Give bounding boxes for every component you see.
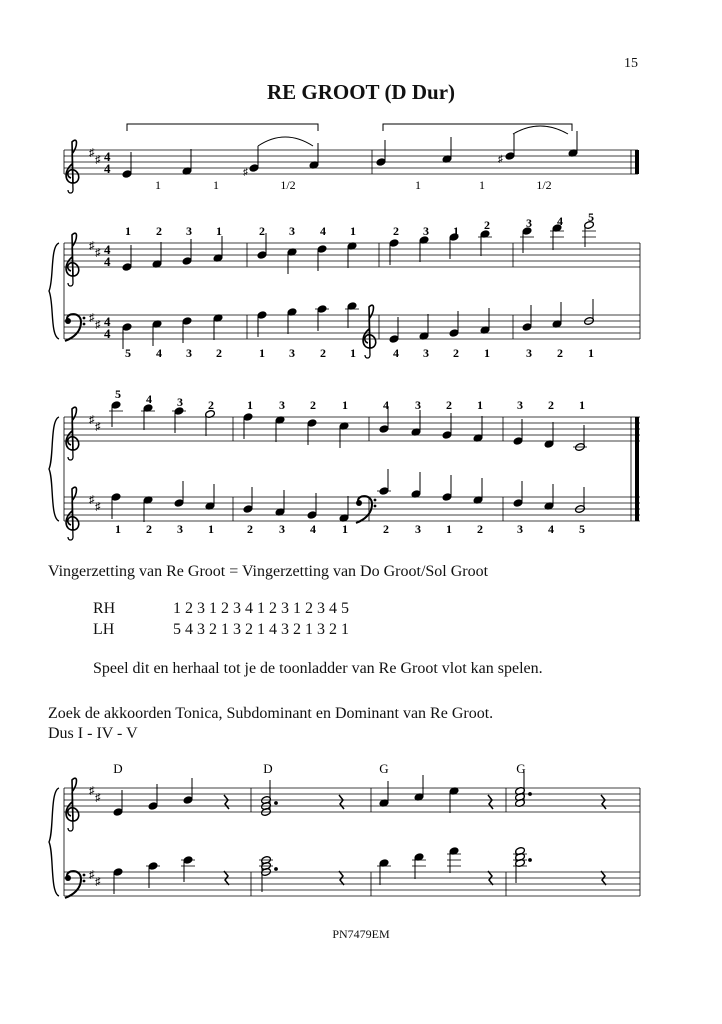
scale-lh-fingering-2 bbox=[115, 522, 585, 536]
svg-text:♯: ♯ bbox=[95, 501, 101, 513]
scale-system-1 bbox=[49, 210, 640, 360]
svg-text:♯: ♯ bbox=[243, 167, 248, 178]
time-signature: 4 bbox=[104, 149, 111, 164]
svg-text:3: 3 bbox=[423, 346, 429, 360]
rh-label: RH bbox=[93, 600, 116, 617]
svg-text:1: 1 bbox=[216, 224, 222, 238]
svg-text:5: 5 bbox=[125, 346, 131, 360]
svg-text:1: 1 bbox=[453, 224, 459, 238]
svg-text:1: 1 bbox=[213, 178, 219, 192]
practice-instruction: Speel dit en herhaal tot je de toonladder van Re Groot vlot kan spelen. bbox=[93, 660, 543, 677]
svg-text:1: 1 bbox=[415, 178, 421, 192]
svg-text:1: 1 bbox=[350, 224, 356, 238]
svg-text:4: 4 bbox=[156, 346, 162, 360]
svg-text:3: 3 bbox=[186, 224, 192, 238]
svg-text:1: 1 bbox=[350, 346, 356, 360]
svg-text:3: 3 bbox=[423, 224, 429, 238]
svg-text:4: 4 bbox=[104, 161, 111, 176]
svg-text:♯: ♯ bbox=[89, 869, 95, 881]
chords-instruction: Zoek de akkoorden Tonica, Subdominant en Dominant van Re Groot. bbox=[48, 705, 494, 722]
svg-text:4: 4 bbox=[104, 314, 111, 329]
svg-text:G: G bbox=[516, 761, 526, 776]
svg-text:4: 4 bbox=[548, 522, 554, 536]
scale-rh-fingering-2 bbox=[115, 387, 585, 412]
chord-labels bbox=[113, 761, 525, 776]
svg-text:D: D bbox=[113, 761, 123, 776]
svg-text:♯: ♯ bbox=[89, 240, 95, 252]
svg-text:3: 3 bbox=[526, 346, 532, 360]
svg-text:♯: ♯ bbox=[498, 154, 503, 165]
chords-progression: Dus I - IV - V bbox=[48, 725, 138, 742]
fingering-row-lh bbox=[93, 621, 349, 639]
svg-text:D: D bbox=[263, 761, 273, 776]
svg-text:3: 3 bbox=[177, 522, 183, 536]
svg-text:2: 2 bbox=[393, 224, 399, 238]
svg-text:♯: ♯ bbox=[95, 792, 101, 804]
svg-text:♯: ♯ bbox=[89, 312, 95, 324]
svg-text:4: 4 bbox=[146, 392, 152, 406]
svg-text:5: 5 bbox=[579, 522, 585, 536]
svg-text:2: 2 bbox=[383, 522, 389, 536]
svg-text:4: 4 bbox=[104, 254, 111, 269]
svg-text:2: 2 bbox=[557, 346, 563, 360]
svg-text:3: 3 bbox=[415, 398, 421, 412]
svg-text:♯: ♯ bbox=[95, 319, 101, 331]
svg-text:2: 2 bbox=[320, 346, 326, 360]
svg-text:2: 2 bbox=[453, 346, 459, 360]
key-signature-sharps: ♯ bbox=[89, 147, 95, 159]
svg-text:2: 2 bbox=[156, 224, 162, 238]
svg-text:3: 3 bbox=[415, 522, 421, 536]
scale-lh-fingering-1 bbox=[125, 346, 594, 360]
svg-text:2: 2 bbox=[208, 398, 214, 412]
tetrachord-staff bbox=[64, 124, 639, 193]
svg-text:4: 4 bbox=[104, 242, 111, 257]
svg-text:♯: ♯ bbox=[89, 414, 95, 426]
fingering-row-rh bbox=[93, 600, 349, 618]
svg-text:1: 1 bbox=[259, 346, 265, 360]
svg-text:1: 1 bbox=[588, 346, 594, 360]
rh-fingering-values: 1 2 3 1 2 3 4 1 2 3 1 2 3 4 5 bbox=[173, 600, 349, 617]
footer-code: PN7479EM bbox=[332, 927, 390, 941]
svg-text:♯: ♯ bbox=[89, 494, 95, 506]
svg-text:1: 1 bbox=[477, 398, 483, 412]
scale-system-2 bbox=[49, 387, 640, 540]
svg-text:1: 1 bbox=[208, 522, 214, 536]
svg-text:2: 2 bbox=[548, 398, 554, 412]
svg-text:3: 3 bbox=[517, 398, 523, 412]
svg-text:3: 3 bbox=[517, 522, 523, 536]
svg-text:1: 1 bbox=[342, 522, 348, 536]
svg-text:1: 1 bbox=[579, 398, 585, 412]
svg-text:5: 5 bbox=[115, 387, 121, 401]
svg-text:4: 4 bbox=[104, 326, 111, 341]
svg-text:4: 4 bbox=[383, 398, 389, 412]
svg-text:♯: ♯ bbox=[89, 785, 95, 797]
fingering-heading: Vingerzetting van Re Groot = Vingerzetting van Do Groot/Sol Groot bbox=[48, 563, 489, 580]
svg-text:1: 1 bbox=[342, 398, 348, 412]
svg-text:1/2: 1/2 bbox=[280, 178, 296, 192]
svg-text:3: 3 bbox=[279, 522, 285, 536]
svg-text:3: 3 bbox=[289, 224, 295, 238]
svg-text:2: 2 bbox=[259, 224, 265, 238]
svg-text:2: 2 bbox=[146, 522, 152, 536]
svg-text:2: 2 bbox=[477, 522, 483, 536]
svg-text:1: 1 bbox=[125, 224, 131, 238]
chord-system bbox=[49, 761, 640, 898]
lh-fingering-values: 5 4 3 2 1 3 2 1 4 3 2 1 3 2 1 bbox=[173, 621, 349, 638]
svg-text:4: 4 bbox=[557, 214, 563, 228]
svg-text:♯: ♯ bbox=[95, 154, 101, 166]
svg-text:4: 4 bbox=[320, 224, 326, 238]
svg-text:2: 2 bbox=[446, 398, 452, 412]
svg-text:5: 5 bbox=[588, 210, 594, 224]
svg-text:2: 2 bbox=[484, 218, 490, 232]
page-number: 15 bbox=[624, 56, 638, 71]
svg-text:1: 1 bbox=[115, 522, 121, 536]
svg-text:4: 4 bbox=[310, 522, 316, 536]
svg-text:1: 1 bbox=[479, 178, 485, 192]
svg-text:2: 2 bbox=[310, 398, 316, 412]
svg-text:4: 4 bbox=[393, 346, 399, 360]
tetrachord-fingering bbox=[155, 178, 552, 192]
svg-text:3: 3 bbox=[186, 346, 192, 360]
svg-text:1: 1 bbox=[484, 346, 490, 360]
svg-text:1: 1 bbox=[155, 178, 161, 192]
svg-text:♯: ♯ bbox=[95, 247, 101, 259]
svg-text:G: G bbox=[379, 761, 389, 776]
svg-text:♯: ♯ bbox=[95, 876, 101, 888]
svg-text:3: 3 bbox=[177, 395, 183, 409]
page-title: RE GROOT (D Dur) bbox=[266, 80, 456, 104]
svg-text:1: 1 bbox=[247, 398, 253, 412]
svg-text:♯: ♯ bbox=[95, 421, 101, 433]
svg-text:3: 3 bbox=[289, 346, 295, 360]
svg-text:2: 2 bbox=[247, 522, 253, 536]
lh-label: LH bbox=[93, 621, 115, 638]
svg-text:3: 3 bbox=[526, 216, 532, 230]
svg-text:2: 2 bbox=[216, 346, 222, 360]
svg-text:1: 1 bbox=[446, 522, 452, 536]
svg-text:1/2: 1/2 bbox=[536, 178, 552, 192]
svg-text:3: 3 bbox=[279, 398, 285, 412]
